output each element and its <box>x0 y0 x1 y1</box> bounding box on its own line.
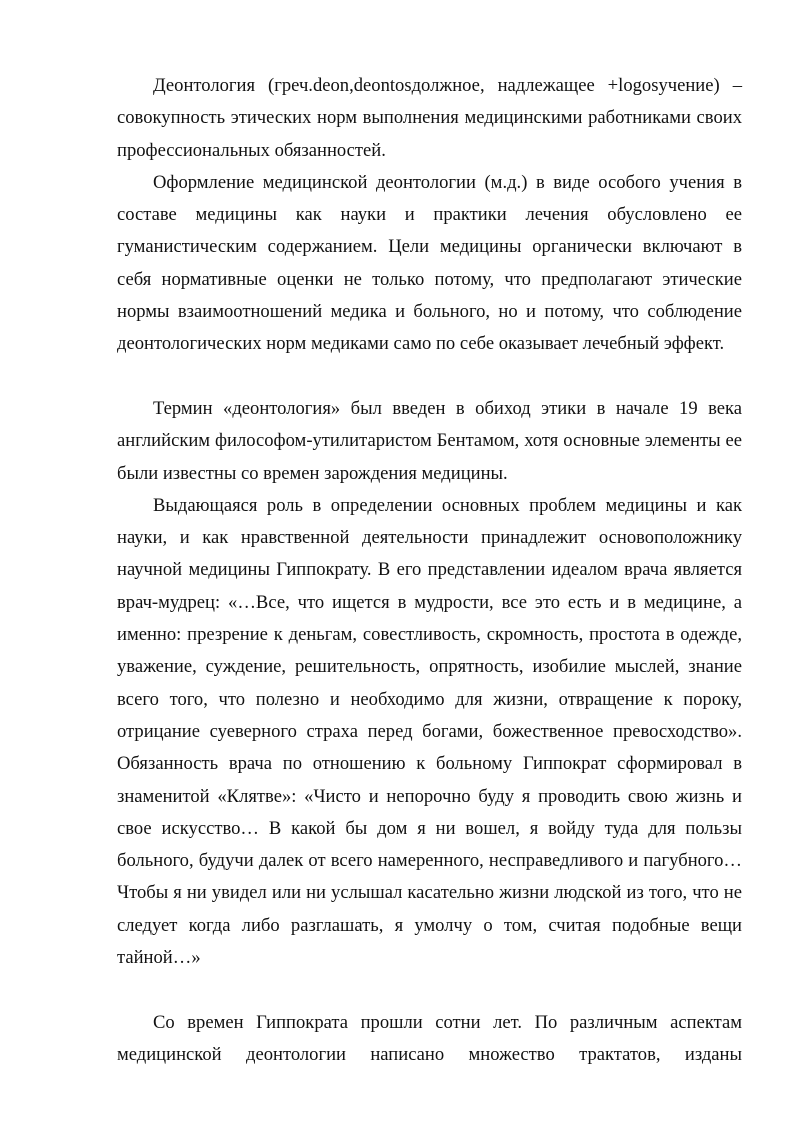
blank-line <box>117 361 742 393</box>
paragraph-hippocrates: Выдающаяся роль в определении основных проблем медицины и как науки, и как нравственной деятельности принадлежит основоположнику научной медицины Гиппократу. В его представлении идеалом врача является врач-мудрец: «…Все, что ищется в мудрости, все это есть и в медицине, а именно: презрение к деньгам, совестливость, скромность, простота в одежде, уважение, суждение, решительность, опрятность, изобилие мыслей, знание всего того, что полезно и необходимо для жизни, отвращение к пороку, отрицание суеверного страха перед богами, божественное превосходство». Обязанность врача по отношению к больному Гиппократ сформировал в знаменитой «Клятве»: «Чисто и непорочно буду я проводить свою жизнь и свое искусство… В какой бы дом я ни вошел, я войду туда для пользы больного, будучи далек от всего намеренного, несправедливого и пагубного… Чтобы я ни увидел или ни услышал касательно жизни людской из того, что не следует когда либо разглашать, я умолчу о том, считая подобные вещи тайной…» <box>117 494 742 969</box>
paragraph-definition: Деонтология (греч.deon,deontosдолжное, надлежащее +logosучение) – совокупность этических норм выполнения медицинскими работниками своих профессиональных обязанностей. <box>117 75 742 161</box>
paragraph-since-hippocrates: Со времен Гиппократа прошли сотни лет. По различным аспектам медицинской деонтологии написано множество трактатов, изданы <box>117 1011 742 1065</box>
paragraph-formation: Оформление медицинской деонтологии (м.д.) в виде особого учения в составе медицины как науки и практики лечения обусловлено ее гуманистическим содержанием. Цели медицины органически включают в себя нормативные оценки не только потому, что предполагают этические нормы взаимоотношений медика и больного, но и потому, что соблюдение деонтологических норм медиками само по себе оказывает лечебный эффект. <box>117 171 742 355</box>
paragraph-term-origin: Термин «деонтология» был введен в обиход этики в начале 19 века английским философом-утилитаристом Бентамом, хотя основные элементы ее были известны со времен зарождения медицины. <box>117 397 742 484</box>
document-page <box>117 70 742 1071</box>
blank-line <box>117 974 742 1006</box>
